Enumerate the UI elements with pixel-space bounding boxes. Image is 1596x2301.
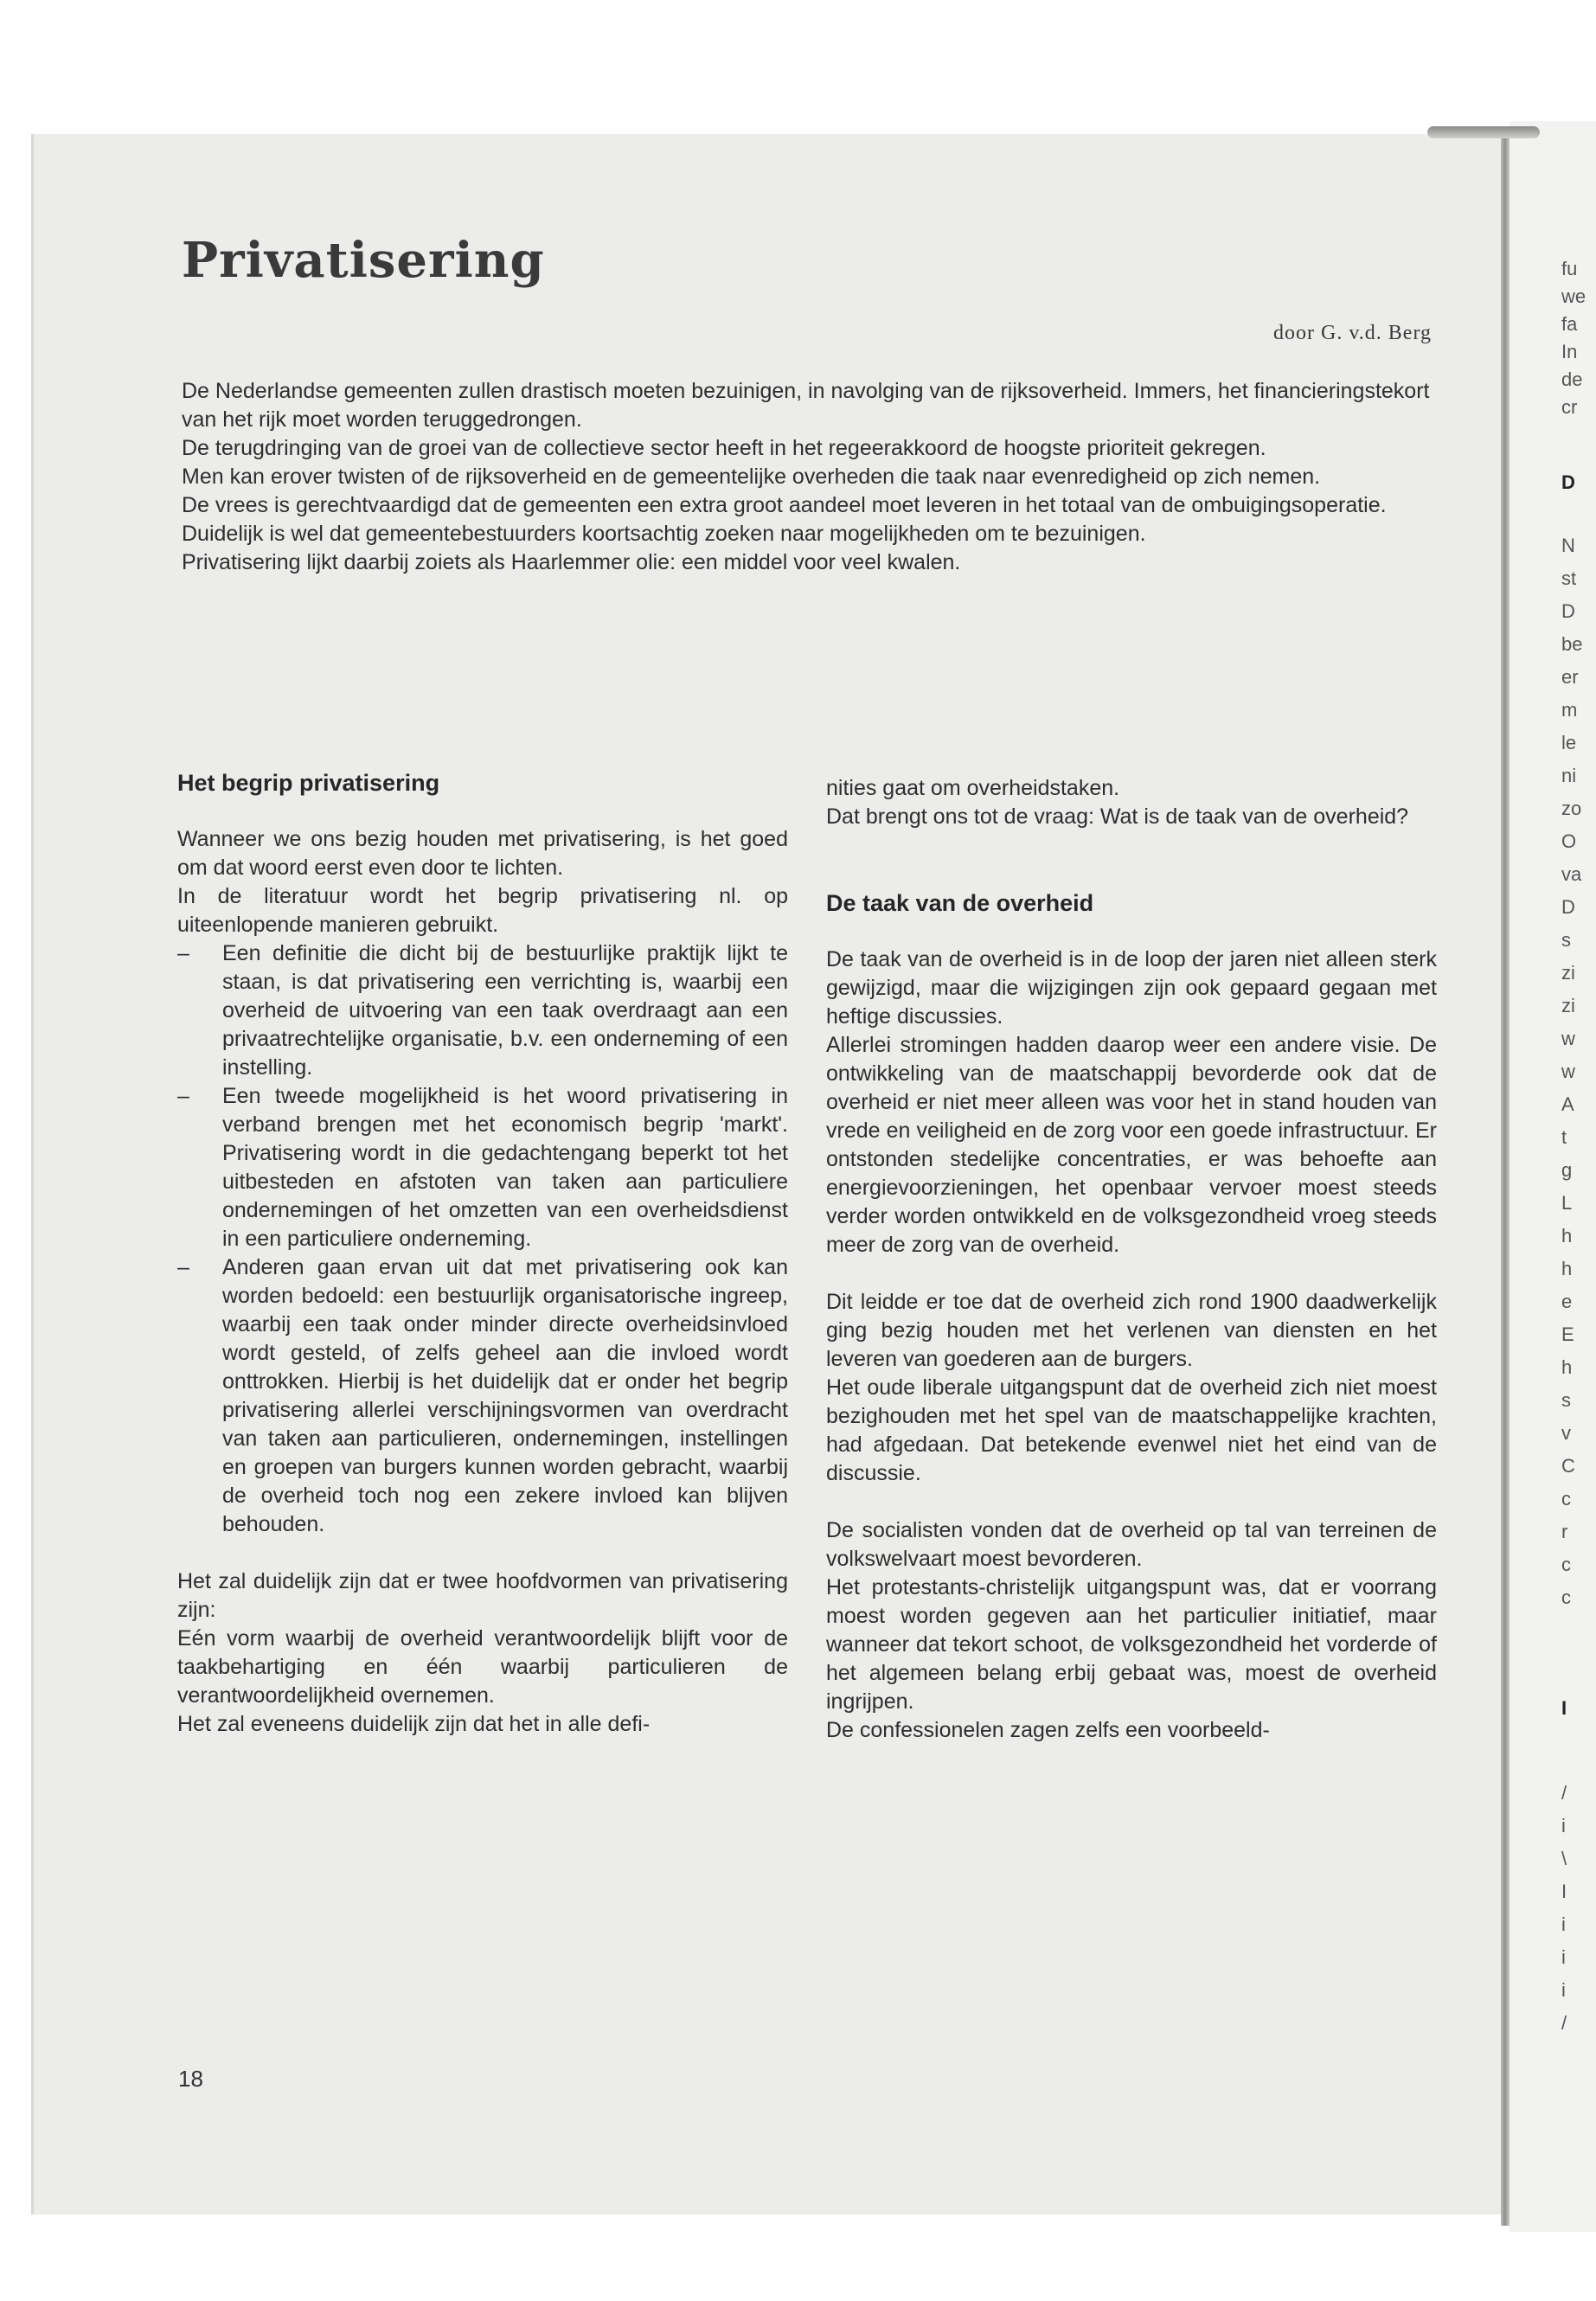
facing-page-fragment: de — [1561, 369, 1583, 390]
paragraph: De socialisten vonden dat de overheid op tal van terreinen de volkswelvaart moest bevorderen. — [826, 1518, 1437, 1571]
facing-page-fragment: m — [1561, 699, 1578, 721]
paragraph: De taak van de overheid is in de loop der jaren niet alleen sterk gewijzigd, maar die wijzigingen zijn ook gepaard gegaan met heftige discussies. — [826, 947, 1437, 1029]
spacer — [826, 1259, 1437, 1288]
intro-paragraph: De vrees is gerechtvaardigd dat de gemeenten een extra groot aandeel moet leveren in het totaal van de ombuigingsoperatie. Duidelijk is wel dat gemeentebestuurders koortsachtig zoeken naar mogelijkheden om te bezuinigen. — [182, 493, 1387, 546]
paragraph: In de literatuur wordt het begrip privatisering nl. op uiteenlopende manieren gebruikt. — [177, 884, 788, 937]
facing-page-fragment: h — [1561, 1225, 1573, 1247]
facing-page-fragment: st — [1561, 567, 1577, 589]
facing-page-fragment: / — [1561, 1782, 1567, 1804]
section-heading-taak: De taak van de overheid — [826, 890, 1094, 916]
intro-section — [182, 377, 1436, 577]
paragraph: Dat brengt ons tot de vraag: Wat is de taak van de overheid? — [826, 804, 1409, 829]
facing-page-fragment: ni — [1561, 765, 1577, 786]
facing-page-fragment: i — [1561, 1815, 1566, 1836]
facing-page-fragment: A — [1561, 1093, 1574, 1115]
paragraph: Het zal eveneens duidelijk zijn dat het in alle defi- — [177, 1712, 651, 1736]
facing-page-fragment: I — [1561, 1881, 1567, 1902]
paragraph: Allerlei stromingen hadden daarop weer een andere visie. De ontwikkeling van de maatschappij bevorderde ook dat de overheid er niet meer alleen was voor het in stand houden van vrede en veiligheid en de zorg voor een goede infrastructuur. Er ontstonden stedelijke concentraties, er was behoefte aan energievoorzieningen, het openbaar vervoer moest steeds verder worden ontwikkeld en de volksgezondheid vroeg steeds meer de zorg van de overheid. — [826, 1033, 1437, 1257]
facing-page-fragment: zi — [1561, 962, 1575, 984]
facing-page-fragment: c — [1561, 1554, 1571, 1575]
facing-page-fragment: zo — [1561, 798, 1582, 819]
intro-paragraph: Privatisering lijkt daarbij zoiets als Haarlemmer olie: een middel voor veel kwalen. — [182, 550, 961, 574]
spacer — [826, 1488, 1437, 1516]
intro-paragraph: De terugdringing van de groei van de collectieve sector heeft in het regeerakkoord de hoogste prioriteit gekregen. — [182, 436, 1266, 460]
facing-page-fragment: D — [1561, 600, 1575, 622]
facing-page-fragment: t — [1561, 1126, 1567, 1148]
spacer — [826, 831, 1437, 860]
facing-page-fragment: fu — [1561, 258, 1578, 279]
facing-page-fragment: i — [1561, 1913, 1566, 1935]
facing-page-fragment: D — [1561, 471, 1575, 493]
facing-page-fragment: In — [1561, 341, 1578, 362]
facing-page-fragment: N — [1561, 535, 1575, 556]
paragraph: Het oude liberale uitgangspunt dat de overheid zich niet moest bezighouden met het spel van de maatschappelijke krachten, had afgedaan. Dat betekende evenwel niet het eind van de discussie. — [826, 1375, 1437, 1485]
facing-page-fragment: be — [1561, 633, 1583, 655]
author-byline: door G. v.d. Berg — [1273, 322, 1432, 344]
facing-page-fragment: s — [1561, 1389, 1571, 1411]
facing-page-fragment: w — [1561, 1028, 1575, 1049]
bullet-dash: – — [177, 1084, 189, 1108]
facing-page-fragment: fa — [1561, 313, 1578, 335]
bullet-item — [177, 1253, 788, 1539]
facing-page-fragment: v — [1561, 1422, 1571, 1444]
facing-page-fragment: O — [1561, 830, 1577, 852]
paragraph: Wanneer we ons bezig houden met privatisering, is het goed om dat woord eerst even door te lichten. — [177, 827, 788, 880]
paragraph: De confessionelen zagen zelfs een voorbeeld- — [826, 1718, 1270, 1742]
facing-page-fragment: h — [1561, 1356, 1573, 1378]
facing-page-fragment: er — [1561, 666, 1579, 688]
article-title: Privatisering — [182, 232, 545, 289]
facing-page-fragment: L — [1561, 1192, 1573, 1214]
facing-page-fragment: c — [1561, 1488, 1571, 1509]
facing-page-fragment: \ — [1561, 1848, 1567, 1869]
facing-page-fragment: I — [1561, 1697, 1567, 1719]
paragraph: nities gaat om overheidstaken. — [826, 776, 1120, 800]
facing-page-fragment: / — [1561, 2012, 1567, 2034]
bullet-item — [177, 1082, 788, 1253]
adjacent-page-edge — [1509, 121, 1596, 2232]
facing-page-fragment: zi — [1561, 995, 1575, 1016]
facing-page-fragment: i — [1561, 1979, 1566, 2001]
intro-paragraph: De Nederlandse gemeenten zullen drastisch moeten bezuinigen, in navolging van de rijksoverheid. Immers, het financieringstekort van het rijk moet worden teruggedrongen. — [182, 379, 1430, 432]
facing-page-fragment: s — [1561, 929, 1571, 951]
facing-page-fragment: e — [1561, 1291, 1573, 1312]
bullet-item — [177, 939, 788, 1082]
page-number: 18 — [178, 2066, 203, 2092]
book-spine — [1501, 128, 1509, 2226]
spacer — [826, 860, 1437, 888]
bullet-dash: – — [177, 1255, 189, 1279]
facing-page-fragment: va — [1561, 863, 1582, 885]
paragraph: Het protestants-christelijk uitgangspunt was, dat er voorrang moest worden gegeven aan het particulier initiatief, maar wanneer dat tekort schoot, de volksgezondheid het vorderde of het algemeen belang erbij gebaat was, moest de overheid ingrijpen. — [826, 1575, 1437, 1714]
facing-page-fragment: we — [1561, 285, 1586, 307]
bullet-text: Een definitie die dicht bij de bestuurlijke praktijk lijkt te staan, is dat privatisering een verrichting is, waarbij een overheid de uitvoering van een taak overdraagt aan een privaatrechtelijke organisatie, b.v. een onderneming of een instelling. — [222, 941, 788, 1080]
facing-page-fragment: E — [1561, 1324, 1574, 1345]
paragraph: Dit leidde er toe dat de overheid zich rond 1900 daadwerkelijk ging bezig houden met het verlenen van diensten en het leveren van goederen aan de burgers. — [826, 1290, 1437, 1371]
bullet-text: Anderen gaan ervan uit dat met privatisering ook kan worden bedoeld: een bestuurlijk organisatorische ingreep, waarbij een taak onder minder directe overheidsinvloed wordt gesteld, of zelfs geheel aan die invloed wordt onttrokken. Hierbij is het duidelijk dat er onder het begrip privatisering allerlei verschijningsvormen van overdracht van taken aan particulieren, ondernemingen, instellingen en groepen van burgers kunnen worden gebracht, waarbij de overheid toch nog een zekere invloed kan blijven behouden. — [222, 1255, 788, 1536]
facing-page-fragment: w — [1561, 1061, 1575, 1082]
facing-page-fragment: r — [1561, 1521, 1568, 1542]
spine-clip — [1427, 126, 1540, 138]
bullet-dash: – — [177, 941, 189, 965]
right-column — [826, 774, 1437, 1745]
facing-page-fragment: h — [1561, 1258, 1573, 1279]
left-column — [177, 768, 788, 1739]
facing-page-fragment: le — [1561, 732, 1577, 753]
spacer — [177, 1539, 788, 1567]
facing-page-fragment: D — [1561, 896, 1575, 918]
facing-page-fragment: g — [1561, 1159, 1573, 1181]
intro-paragraph: Men kan erover twisten of de rijksoverheid en de gemeentelijke overheden die taak naar evenredigheid op zich nemen. — [182, 465, 1321, 489]
facing-page-fragment: cr — [1561, 396, 1578, 418]
paragraph: Eén vorm waarbij de overheid verantwoordelijk blijft voor de taakbehartiging en één waarbij particulieren de verantwoordelijkheid overnemen. — [177, 1626, 788, 1708]
facing-page-fragment: i — [1561, 1946, 1566, 1968]
paragraph: Het zal duidelijk zijn dat er twee hoofdvormen van privatisering zijn: — [177, 1569, 788, 1622]
section-heading-begrip: Het begrip privatisering — [177, 770, 440, 796]
bullet-text: Een tweede mogelijkheid is het woord privatisering in verband brengen met het economisch begrip 'markt'. Privatisering wordt in die gedachtengang beperkt tot het uitbesteden en afstoten van taken aan particuliere ondernemingen of het omzetten van een overheidsdienst in een particuliere onderneming. — [222, 1084, 788, 1251]
facing-page-fragment: C — [1561, 1455, 1575, 1477]
facing-page-fragment: c — [1561, 1586, 1571, 1608]
